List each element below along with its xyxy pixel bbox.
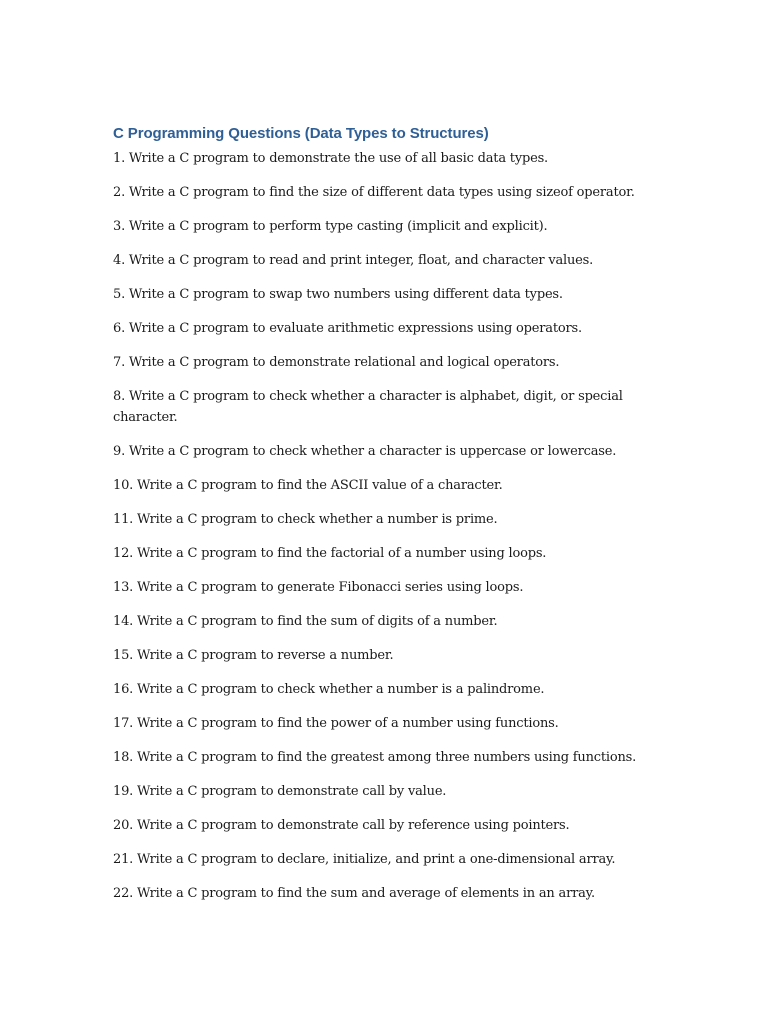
question-item: 21. Write a C program to declare, initialize, and print a one-dimensional array.: [113, 852, 616, 867]
question-item: 22. Write a C program to find the sum and average of elements in an array.: [113, 886, 595, 901]
question-list: [113, 148, 653, 904]
question-item: 17. Write a C program to find the power of a number using functions.: [113, 716, 559, 731]
question-item: 4. Write a C program to read and print integer, float, and character values.: [113, 253, 594, 268]
question-item: 6. Write a C program to evaluate arithmetic expressions using operators.: [113, 321, 582, 336]
question-item: 19. Write a C program to demonstrate call by value.: [113, 784, 447, 799]
question-item: 8. Write a C program to check whether a character is alphabet, digit, or special character.: [113, 389, 623, 425]
question-item: 1. Write a C program to demonstrate the use of all basic data types.: [113, 151, 548, 166]
question-item: 3. Write a C program to perform type casting (implicit and explicit).: [113, 219, 548, 234]
document-body: [113, 124, 653, 917]
question-item: 20. Write a C program to demonstrate call by reference using pointers.: [113, 818, 570, 833]
question-item: 9. Write a C program to check whether a character is uppercase or lowercase.: [113, 444, 617, 459]
question-item: 10. Write a C program to find the ASCII value of a character.: [113, 478, 503, 493]
question-item: 16. Write a C program to check whether a number is a palindrome.: [113, 682, 545, 697]
question-item: 15. Write a C program to reverse a number.: [113, 648, 394, 663]
question-item: 14. Write a C program to find the sum of digits of a number.: [113, 614, 498, 629]
document-title: C Programming Questions (Data Types to Structures): [113, 125, 489, 142]
question-item: 18. Write a C program to find the greatest among three numbers using functions.: [113, 750, 637, 765]
question-item: 12. Write a C program to find the factorial of a number using loops.: [113, 546, 547, 561]
question-item: 13. Write a C program to generate Fibonacci series using loops.: [113, 580, 524, 595]
question-item: 2. Write a C program to find the size of different data types using sizeof operator.: [113, 185, 635, 200]
question-item: 11. Write a C program to check whether a number is prime.: [113, 512, 498, 527]
question-item: 7. Write a C program to demonstrate relational and logical operators.: [113, 355, 560, 370]
question-item: 5. Write a C program to swap two numbers using different data types.: [113, 287, 563, 302]
